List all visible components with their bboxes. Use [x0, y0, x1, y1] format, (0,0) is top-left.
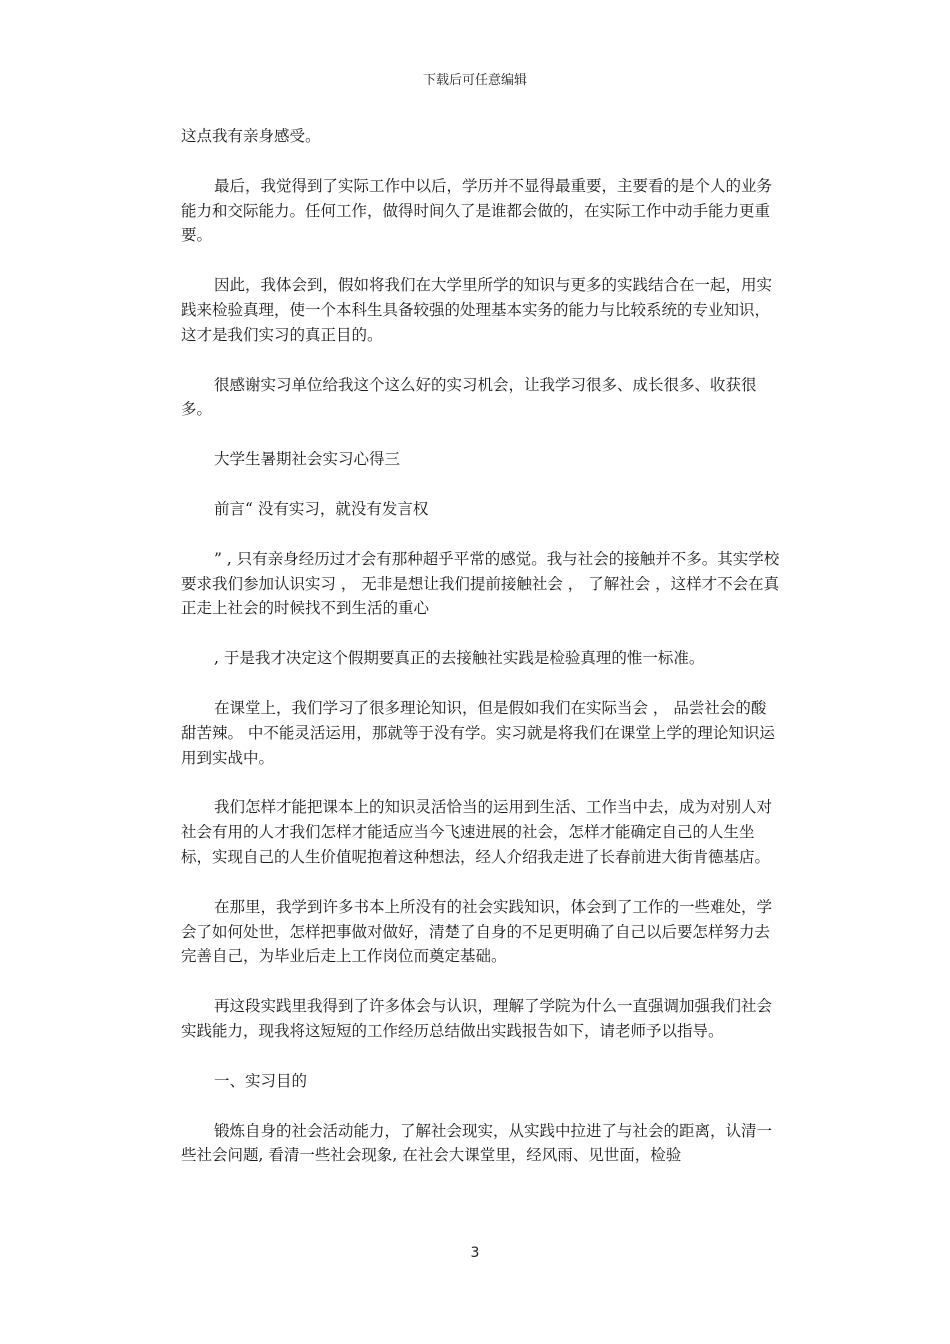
- paragraph: 再这段实践里我得到了许多体会与认识，理解了学院为什么一直强调加强我们社会实践能力，现我将这短短的工作经历总结做出实践报告如下，请老师予以指导。: [181, 997, 773, 1040]
- page-header: 下载后可任意编辑: [422, 73, 527, 88]
- paragraph: 在那里，我学到许多书本上所没有的社会实践知识，体会到了工作的一些难处，学会了如何处世，怎样把事做对做好，清楚了自身的不足更明确了自己以后要怎样努力去完善自己，为毕业后走上工作岗位而奠定基础。: [181, 897, 773, 966]
- paragraph: 这点我有亲身感受。: [181, 127, 321, 145]
- paragraph: ” , 只有亲身经历过才会有那种超乎平常的感觉。我与社会的接触并不多。其实学校要求我们参加认识实习 ， 无非是想让我们提前接触社会 ， 了解社会 ，这样才不会在真正走上社会的时候找不到生活的重心: [181, 549, 780, 618]
- section-heading: 大学生暑期社会实习心得三: [214, 450, 401, 469]
- paragraph: , 于是我才决定这个假期要真正的去接触社实践是检验真理的惟一标准。: [214, 649, 705, 668]
- paragraph: 我们怎样才能把课本上的知识灵活恰当的运用到生活、工作当中去，成为对别人对社会有用的人才我们怎样才能适应当今飞速进展的社会，怎样才能确定自己的人生坐标，实现自己的人生价值呢抱着这种想法，经人介绍我走进了长春前进大街肯德基店。: [181, 798, 773, 866]
- document-body: [181, 124, 781, 1193]
- section-heading: 一、实习目的: [214, 1071, 308, 1090]
- paragraph: 因此，我体会到，假如将我们在大学里所学的知识与更多的实践结合在一起，用实践来检验真理，使一个本科生具备较强的处理基本实务的能力与比较系统的专业知识，这才是我们实习的真正目的。: [181, 276, 773, 344]
- paragraph: 在课堂上，我们学习了很多理论知识，但是假如我们在实际当会 ， 品尝社会的酸甜苦辣。 中不能灵活运用，那就等于没有学。实习就是将我们在课堂上学的理论知识运用到实战中。: [181, 698, 775, 767]
- paragraph: 很感谢实习单位给我这个这么好的实习机会，让我学习很多、成长很多、收获很多。: [181, 375, 757, 419]
- paragraph: 锻炼自身的社会活动能力，了解社会现实，从实践中拉进了与社会的距离，认清一些社会问题, 看清一些社会现象, 在社会大课堂里，经风雨、见世面，检验: [181, 1121, 773, 1165]
- page-number: 3: [470, 1245, 480, 1261]
- paragraph: 前言“ 没有实习，就没有发言权: [214, 499, 429, 518]
- paragraph: 最后，我觉得到了实际工作中以后，学历并不显得最重要，主要看的是个人的业务能力和交际能力。任何工作，做得时间久了是谁都会做的，在实际工作中动手能力更重要。: [181, 176, 773, 245]
